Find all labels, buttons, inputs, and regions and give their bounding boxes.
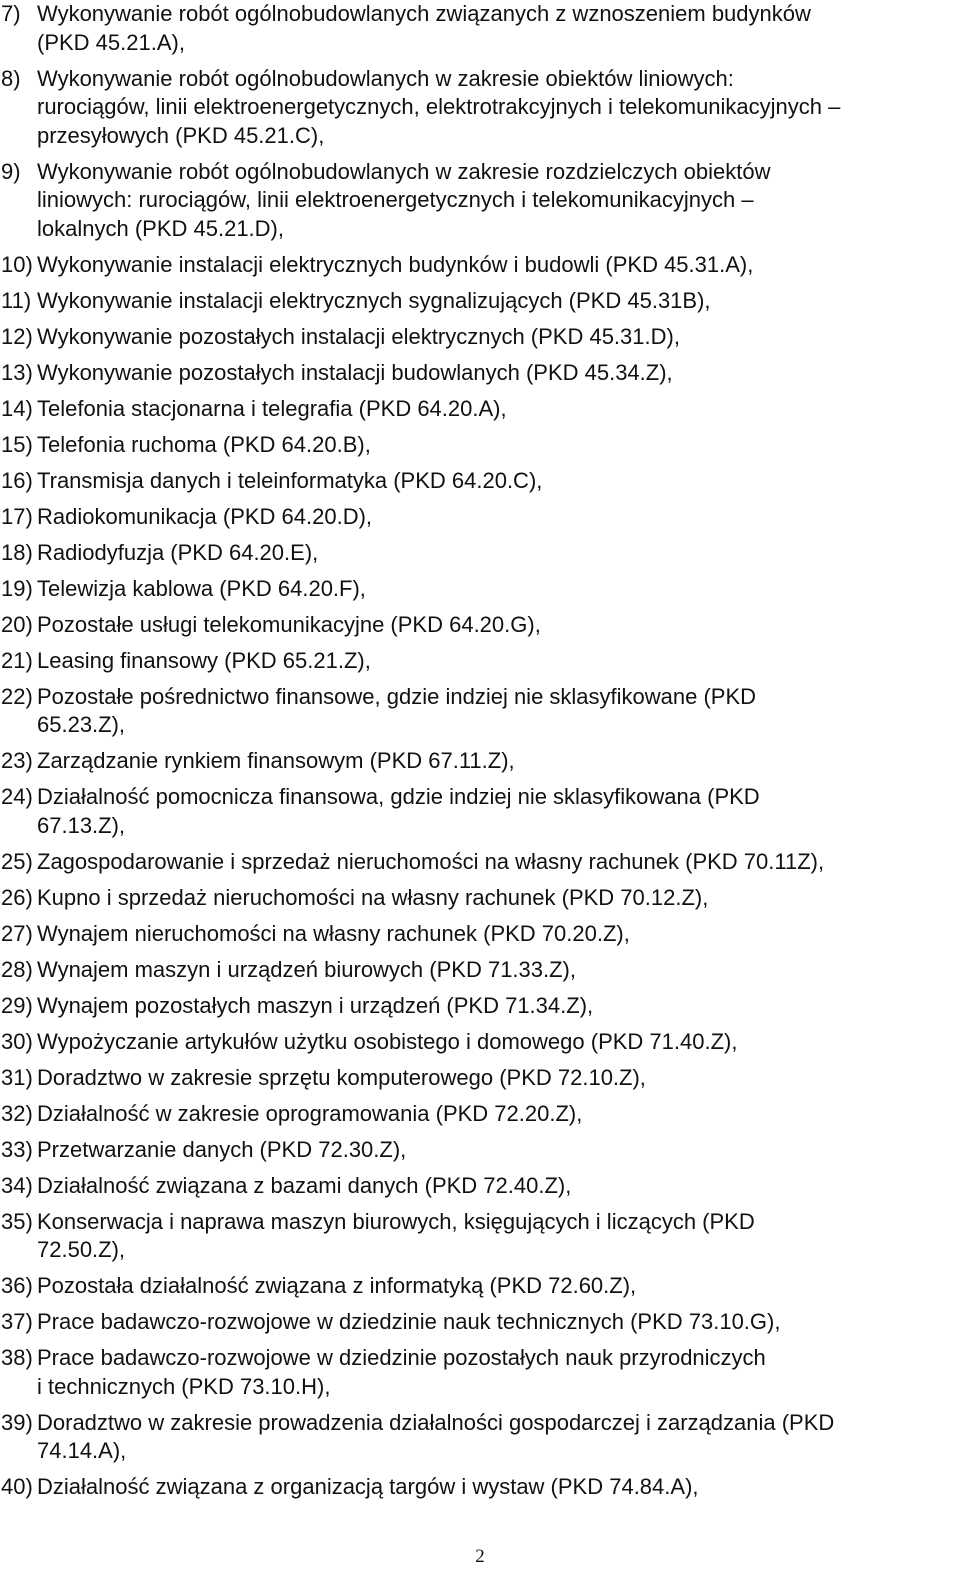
item-text: Telefonia ruchoma (PKD 64.20.B),	[37, 431, 371, 457]
item-text: Radiokomunikacja (PKD 64.20.D),	[37, 503, 373, 529]
item-text: Wynajem pozostałych maszyn i urządzeń (PKD 71.34.Z),	[37, 992, 594, 1018]
item-text: Wykonywanie pozostałych instalacji budowlanych (PKD 45.34.Z),	[37, 359, 673, 385]
item-number: 18)	[1, 539, 33, 565]
item-text: Pozostałe pośrednictwo finansowe, gdzie indziej nie sklasyfikowane (PKD 65.23.Z),	[37, 683, 757, 737]
list-item	[0, 287, 960, 316]
item-number: 23)	[1, 748, 33, 773]
list-item	[0, 992, 960, 1021]
item-text: Działalność związana z bazami danych (PKD 72.40.Z),	[37, 1172, 572, 1198]
item-number: 36)	[1, 1273, 33, 1298]
item-text: Zarządzanie rynkiem finansowym (PKD 67.11.Z),	[37, 748, 515, 773]
list-item	[0, 848, 960, 877]
list-item	[0, 1473, 960, 1502]
item-text: Doradztwo w zakresie sprzętu komputerowego (PKD 72.10.Z),	[37, 1064, 646, 1090]
list-item	[0, 884, 960, 913]
item-number: 17)	[1, 503, 33, 529]
item-number: 13)	[1, 359, 33, 385]
item-text: Przetwarzanie danych (PKD 72.30.Z),	[37, 1136, 407, 1162]
item-number: 40)	[1, 1474, 33, 1499]
list-item	[0, 467, 960, 496]
item-text: Działalność w zakresie oprogramowania (PKD 72.20.Z),	[37, 1100, 583, 1126]
item-number: 11)	[1, 287, 32, 313]
list-item	[0, 1172, 960, 1201]
item-number: 39)	[1, 1409, 33, 1435]
item-text: Działalność pomocnicza finansowa, gdzie indziej nie sklasyfikowana (PKD 67.13.Z),	[37, 784, 760, 838]
item-text: Prace badawczo-rozwojowe w dziedzinie nauk technicznych (PKD 73.10.G),	[37, 1309, 781, 1334]
item-text: Telewizja kablowa (PKD 64.20.F),	[37, 575, 366, 601]
item-text: Prace badawczo-rozwojowe w dziedzinie pozostałych nauk przyrodniczych i technicznych (PKD 73.10.H),	[37, 1345, 766, 1399]
item-number: 32)	[1, 1100, 33, 1126]
item-number: 35)	[1, 1208, 33, 1234]
list-item	[0, 920, 960, 949]
item-text: Wykonywanie pozostałych instalacji elektrycznych (PKD 45.31.D),	[37, 323, 680, 349]
item-number: 19)	[1, 575, 33, 601]
item-text: Pozostałe usługi telekomunikacyjne (PKD 64.20.G),	[37, 611, 541, 637]
list-item	[0, 1409, 960, 1466]
item-number: 16)	[1, 467, 33, 493]
item-text: Leasing finansowy (PKD 65.21.Z),	[37, 647, 371, 673]
item-number: 25)	[1, 848, 33, 874]
item-text: Transmisja danych i teleinformatyka (PKD 64.20.C),	[37, 467, 543, 493]
list-item	[0, 158, 960, 244]
item-text: Telefonia stacjonarna i telegrafia (PKD 64.20.A),	[37, 395, 507, 421]
item-number: 12)	[1, 323, 33, 349]
list-item	[0, 539, 960, 568]
item-number: 24)	[1, 784, 33, 809]
list-item	[0, 359, 960, 388]
list-item	[0, 0, 960, 57]
item-text: Pozostała działalność związana z informatyką (PKD 72.60.Z),	[37, 1273, 637, 1298]
list-item	[0, 611, 960, 640]
list-item	[0, 65, 960, 151]
page-number: 2	[475, 1546, 485, 1567]
item-text: Wykonywanie instalacji elektrycznych budynków i budowli (PKD 45.31.A),	[37, 251, 754, 277]
item-text: Działalność związana z organizacją targów i wystaw (PKD 74.84.A),	[37, 1474, 699, 1499]
item-text: Wykonywanie instalacji elektrycznych sygnalizujących (PKD 45.31B),	[37, 287, 711, 313]
list-item	[0, 431, 960, 460]
item-text: Wykonywanie robót ogólnobudowlanych w zakresie obiektów liniowych: rurociągów, linii elektroenergetycznych, elektrotrakcyjnych i telekomunikacyjnych – przesyłowych (PKD 45.21.C),	[37, 65, 841, 148]
list-item	[0, 747, 960, 776]
item-text: Wykonywanie robót ogólnobudowlanych w zakresie rozdzielczych obiektów liniowych: rurociągów, linii elektroenergetycznych i telekomunikacyjnych – lokalnych (PKD 45.21.D),	[37, 158, 771, 241]
item-number: 14)	[1, 395, 33, 421]
item-number: 37)	[1, 1309, 33, 1334]
list-item	[0, 575, 960, 604]
item-number: 31)	[1, 1064, 33, 1090]
item-text: Radiodyfuzja (PKD 64.20.E),	[37, 539, 319, 565]
list-item	[0, 1136, 960, 1165]
item-text: Wykonywanie robót ogólnobudowlanych związanych z wznoszeniem budynków (PKD 45.21.A),	[37, 1, 811, 55]
item-number: 8)	[1, 65, 21, 91]
item-text: Wynajem nieruchomości na własny rachunek (PKD 70.20.Z),	[37, 920, 630, 946]
item-text: Wypożyczanie artykułów użytku osobistego i domowego (PKD 71.40.Z),	[37, 1028, 738, 1054]
item-number: 27)	[1, 920, 33, 946]
item-number: 15)	[1, 431, 33, 457]
list-item	[0, 1100, 960, 1129]
item-number: 38)	[1, 1345, 33, 1370]
list-item	[0, 683, 960, 740]
list-item	[0, 323, 960, 352]
item-number: 28)	[1, 956, 33, 982]
list-item	[0, 1028, 960, 1057]
item-number: 21)	[1, 647, 33, 673]
list-item	[0, 647, 960, 676]
item-text: Wynajem maszyn i urządzeń biurowych (PKD 71.33.Z),	[37, 956, 576, 982]
item-text: Konserwacja i naprawa maszyn biurowych, księgujących i liczących (PKD 72.50.Z),	[37, 1208, 755, 1262]
item-number: 9)	[1, 158, 21, 184]
item-number: 34)	[1, 1172, 33, 1198]
list-item	[0, 1208, 960, 1265]
list-item	[0, 1344, 960, 1401]
item-number: 20)	[1, 611, 33, 637]
list-item	[0, 395, 960, 424]
item-number: 22)	[1, 683, 33, 709]
list-item	[0, 956, 960, 985]
item-number: 10)	[1, 251, 33, 277]
item-text: Doradztwo w zakresie prowadzenia działalności gospodarczej i zarządzania (PKD 74.14.A),	[37, 1409, 835, 1463]
item-text: Kupno i sprzedaż nieruchomości na własny rachunek (PKD 70.12.Z),	[37, 884, 709, 910]
item-number: 30)	[1, 1028, 33, 1054]
list-item	[0, 1272, 960, 1301]
item-text: Zagospodarowanie i sprzedaż nieruchomości na własny rachunek (PKD 70.11Z),	[37, 848, 825, 874]
list-item	[0, 1308, 960, 1337]
list-item	[0, 783, 960, 840]
list-item	[0, 503, 960, 532]
list-item	[0, 251, 960, 280]
list-item	[0, 1064, 960, 1093]
item-number: 7)	[1, 1, 21, 26]
item-number: 29)	[1, 992, 33, 1018]
item-number: 26)	[1, 884, 33, 910]
item-number: 33)	[1, 1136, 33, 1162]
